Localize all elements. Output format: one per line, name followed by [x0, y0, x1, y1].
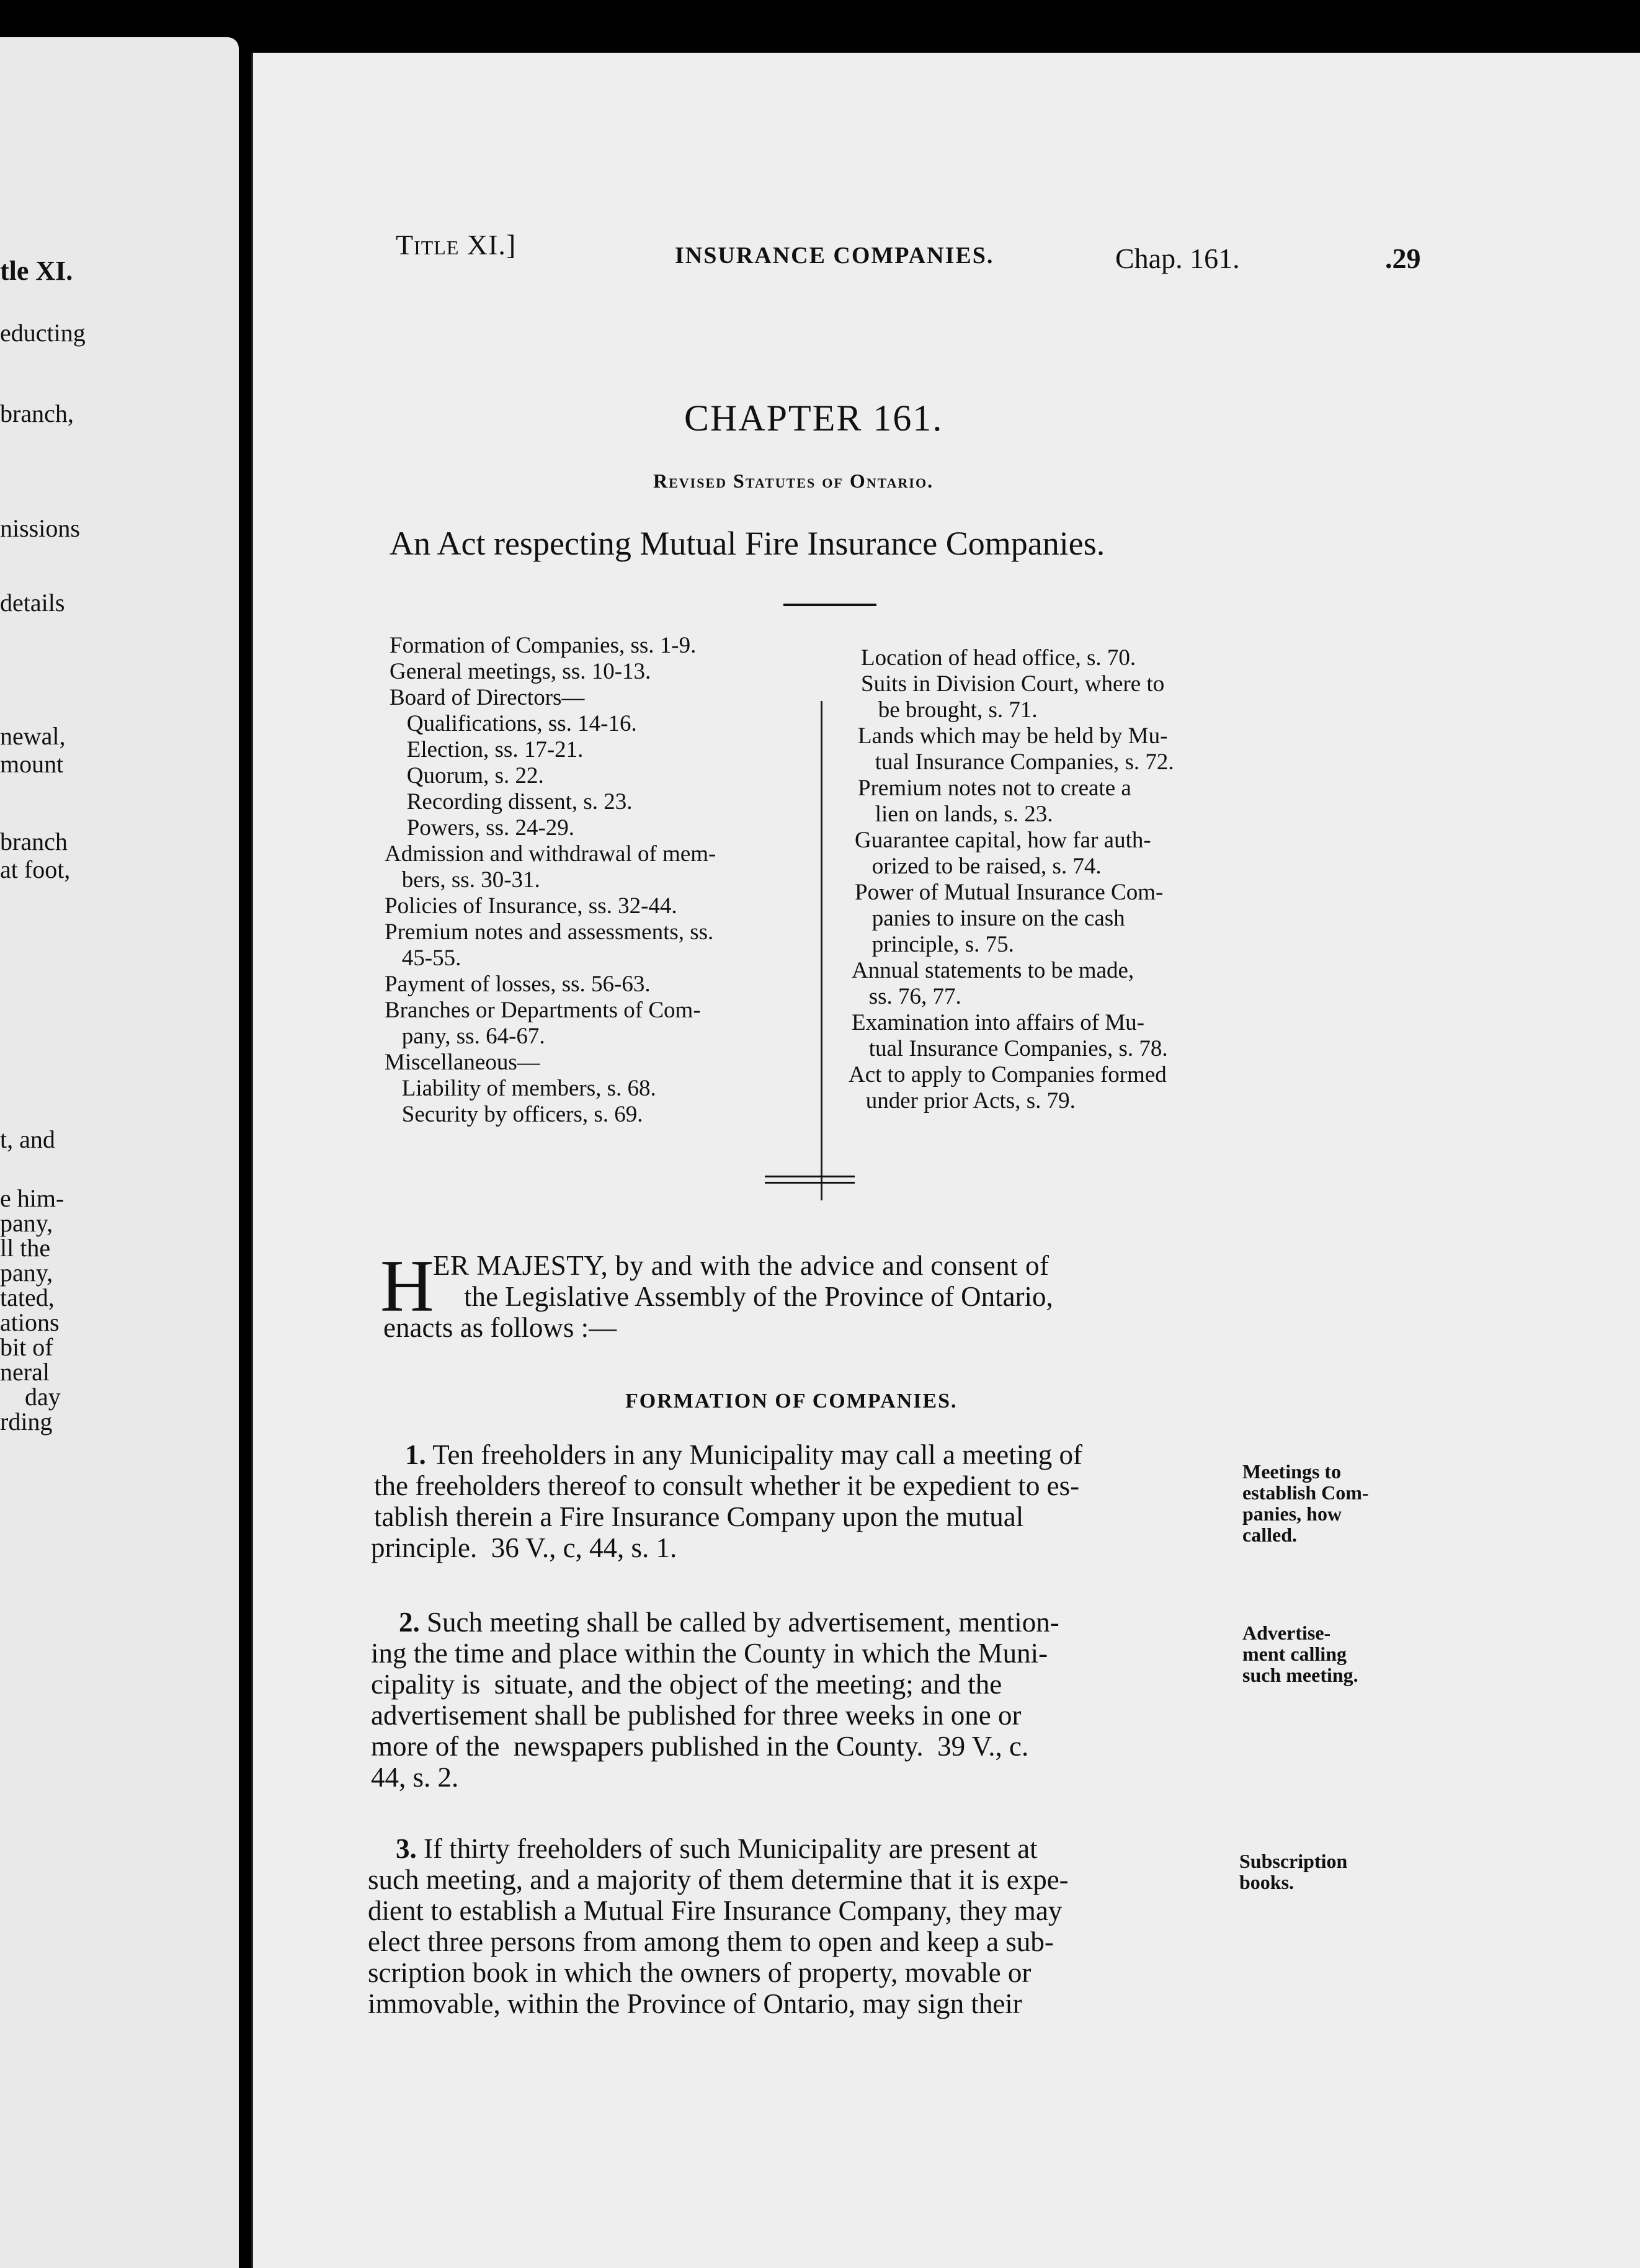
section-line: immovable, within the Province of Ontario, may sign their	[368, 1988, 1022, 2019]
left-line: pany,	[0, 1209, 53, 1237]
toc-entry: Security by officers, s. 69.	[385, 1102, 643, 1127]
book-page	[251, 53, 1640, 2268]
chapter-heading: CHAPTER 161.	[684, 398, 943, 439]
left-line: e him-	[0, 1184, 65, 1212]
left-line: ll the	[0, 1234, 51, 1262]
toc-entry: 45-55.	[385, 945, 461, 971]
toc-entry: Board of Directors—	[390, 685, 585, 710]
section-number: 3.	[396, 1833, 417, 1864]
preamble-line: ER MAJESTY, by and with the advice and consent of	[433, 1250, 1050, 1281]
section-line: advertisement shall be published for three weeks in one or	[371, 1700, 1022, 1731]
section-line	[405, 1439, 1082, 1470]
left-line: branch,	[0, 400, 74, 427]
margin-note	[1239, 1851, 1347, 1893]
toc-entry: panies to insure on the cash	[855, 906, 1125, 931]
section-line: scription book in which the owners of property, movable or	[368, 1957, 1032, 1988]
section-line: 44, s. 2.	[371, 1762, 459, 1793]
section-line	[396, 1833, 1038, 1864]
toc-entry: under prior Acts, s. 79.	[849, 1088, 1076, 1114]
toc-entry: ss. 76, 77.	[852, 984, 961, 1009]
toc-entry: lien on lands, s. 23.	[858, 801, 1053, 827]
section-line: cipality is situate, and the object of the meeting; and the	[371, 1669, 1002, 1700]
toc-entry: Qualifications, ss. 14-16.	[390, 711, 637, 736]
toc-entry: Lands which may be held by Mu-	[858, 723, 1168, 749]
left-line: pany,	[0, 1259, 53, 1287]
margin-note-line: Subscription	[1239, 1850, 1348, 1872]
toc-entry: Premium notes and assessments, ss.	[385, 919, 714, 945]
margin-note-line: Meetings to	[1242, 1460, 1342, 1483]
margin-note-line: Advertise-	[1242, 1622, 1331, 1644]
toc-entry: Policies of Insurance, ss. 32-44.	[385, 893, 677, 919]
toc-entry: Payment of losses, ss. 56-63.	[385, 971, 651, 997]
toc-entry: Liability of members, s. 68.	[385, 1076, 656, 1101]
margin-note-line: establish Com-	[1242, 1481, 1369, 1504]
section-text: Such meeting shall be called by advertisement, mention-	[427, 1607, 1059, 1638]
section-line: tablish therein a Fire Insurance Company upon the mutual	[374, 1501, 1024, 1532]
toc-entry: Location of head office, s. 70.	[861, 645, 1136, 671]
left-line: details	[0, 589, 65, 617]
margin-note	[1242, 1622, 1358, 1685]
left-line: mount	[0, 750, 64, 778]
toc-entry: Examination into affairs of Mu-	[852, 1010, 1144, 1035]
toc-entry: Miscellaneous—	[385, 1050, 540, 1075]
divider-rule	[765, 1176, 855, 1177]
chapter-reference: Chap. 161.	[1115, 243, 1240, 274]
toc-entry: Formation of Companies, ss. 1-9.	[390, 633, 697, 658]
section-number: 1.	[405, 1439, 426, 1470]
section-line: elect three persons from among them to open and keep a sub-	[368, 1926, 1054, 1957]
left-line: tle XI.	[0, 256, 73, 286]
section-line: ing the time and place within the County in which the Muni-	[371, 1638, 1048, 1669]
margin-note	[1242, 1461, 1369, 1545]
toc-entry: Powers, ss. 24-29.	[390, 815, 575, 841]
facing-page	[0, 37, 239, 2268]
running-header: INSURANCE COMPANIES.	[675, 243, 994, 269]
toc-entry: bers, ss. 30-31.	[385, 867, 540, 893]
toc-entry: Election, ss. 17-21.	[390, 737, 584, 762]
section-line	[399, 1607, 1059, 1638]
preamble-line: the Legislative Assembly of the Province of Ontario,	[464, 1281, 1053, 1312]
section-text: If thirty freeholders of such Municipality are present at	[424, 1833, 1038, 1864]
divider-rule	[783, 604, 876, 606]
section-text: Ten freeholders in any Municipality may call a meeting of	[432, 1439, 1082, 1470]
left-line: nissions	[0, 514, 80, 542]
margin-note-line: called.	[1242, 1524, 1297, 1546]
toc-entry: principle, s. 75.	[855, 932, 1014, 957]
running-title: Title XI.]	[396, 229, 517, 261]
toc-entry: Annual statements to be made,	[852, 958, 1134, 983]
page-number: .29	[1385, 243, 1421, 274]
toc-entry: Suits in Division Court, where to	[861, 671, 1165, 697]
toc-entry: be brought, s. 71.	[861, 697, 1038, 723]
toc-entry: Premium notes not to create a	[858, 775, 1131, 801]
left-line: educting	[0, 319, 86, 347]
margin-note-line: ment calling	[1242, 1643, 1347, 1665]
left-line: day	[25, 1383, 61, 1411]
section-line: the freeholders thereof to consult whether it be expedient to es-	[374, 1470, 1080, 1501]
toc-entry: Guarantee capital, how far auth-	[855, 828, 1151, 853]
margin-note-line: panies, how	[1242, 1502, 1342, 1525]
section-line: principle. 36 V., c, 44, s. 1.	[371, 1532, 677, 1563]
left-line: branch	[0, 828, 68, 855]
section-line: more of the newspapers published in the County. 39 V., c.	[371, 1731, 1029, 1762]
toc-entry: Quorum, s. 22.	[390, 763, 544, 788]
section-line: dient to establish a Mutual Fire Insurance Company, they may	[368, 1895, 1063, 1926]
left-line: neral	[0, 1358, 50, 1386]
left-line: bit of	[0, 1333, 53, 1361]
left-line: newal,	[0, 722, 66, 750]
margin-note-line: books.	[1239, 1871, 1295, 1893]
toc-entry: orized to be raised, s. 74.	[855, 854, 1102, 879]
left-line: tated,	[0, 1284, 55, 1311]
act-title: An Act respecting Mutual Fire Insurance Companies.	[390, 525, 1105, 562]
preamble-line: enacts as follows :—	[383, 1312, 617, 1343]
toc-entry: pany, ss. 64-67.	[385, 1024, 545, 1049]
toc-column-divider	[821, 701, 822, 1200]
section-heading: FORMATION OF COMPANIES.	[625, 1390, 958, 1413]
section-number: 2.	[399, 1607, 420, 1638]
left-line: ations	[0, 1308, 60, 1336]
toc-entry: Act to apply to Companies formed	[849, 1062, 1167, 1087]
chapter-subtitle: Revised Statutes of Ontario.	[653, 470, 934, 492]
drop-cap: H	[380, 1244, 434, 1327]
left-line: rding	[0, 1408, 53, 1435]
toc-entry: Branches or Departments of Com-	[385, 998, 701, 1023]
toc-entry: Recording dissent, s. 23.	[390, 789, 633, 815]
margin-note-line: such meeting.	[1242, 1664, 1358, 1686]
section-line: such meeting, and a majority of them determine that it is expe-	[368, 1864, 1069, 1895]
toc-entry: tual Insurance Companies, s. 72.	[858, 749, 1174, 775]
toc-entry: Admission and withdrawal of mem-	[385, 841, 716, 867]
left-line: t, and	[0, 1125, 55, 1153]
divider-rule	[765, 1182, 855, 1184]
toc-entry: Power of Mutual Insurance Com-	[855, 880, 1164, 905]
toc-entry: tual Insurance Companies, s. 78.	[852, 1036, 1168, 1061]
left-line: at foot,	[0, 855, 71, 883]
toc-entry: General meetings, ss. 10-13.	[390, 659, 651, 684]
